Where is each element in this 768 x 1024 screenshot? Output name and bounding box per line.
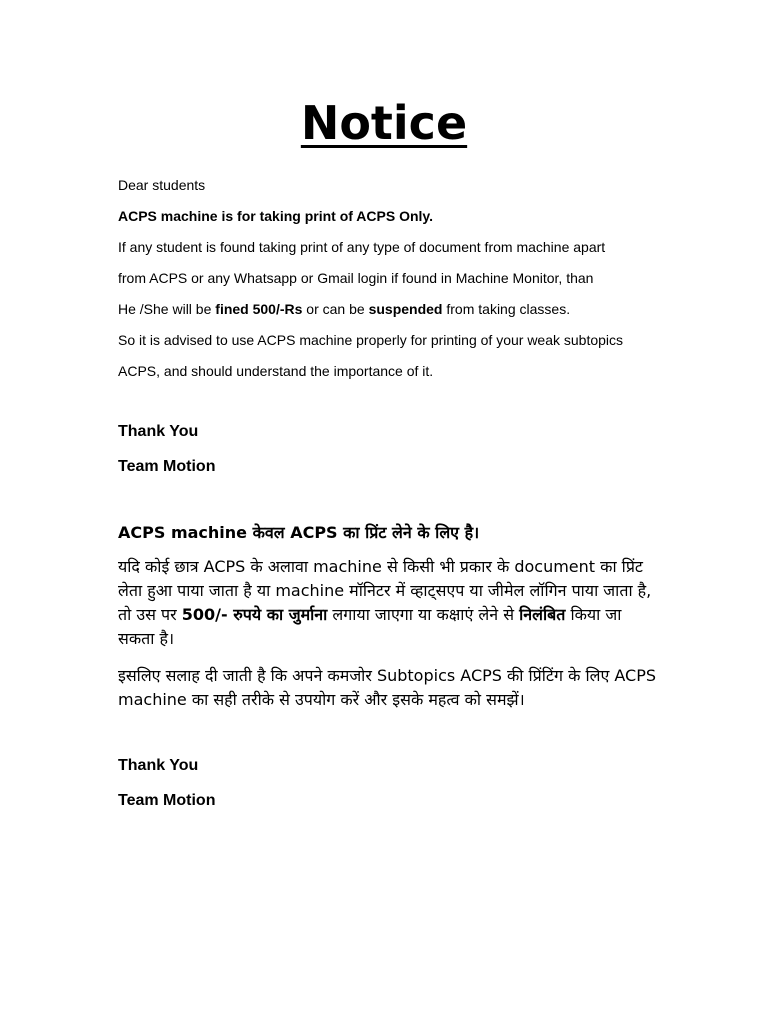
- hindi-fine-amount: 500/- रुपये का जुर्माना: [181, 605, 328, 624]
- salutation: Dear students: [118, 177, 206, 193]
- thank-you-english: Thank You: [118, 423, 199, 440]
- suspended-word: suspended: [368, 301, 443, 317]
- hindi-suspended-word: निलंबित: [519, 605, 566, 624]
- hindi-heading: ACPS machine केवल ACPS का प्रिंट लेने के लिए है।: [118, 523, 480, 542]
- hindi-paragraph2: इसलिए सलाह दी जाती है कि अपने कमजोर Subtopics ACPS की प्रिंटिंग के लिए ACPS machine का सही तरीके से उपयोग करें और इसके महत्व को समझें।: [118, 666, 657, 709]
- hindi-paragraph1-mid: लगाया जाएगा या कक्षाएं लेने से: [327, 605, 520, 624]
- paragraph2-line1: So it is advised to use ACPS machine properly for printing of your weak subtopics: [118, 332, 624, 348]
- paragraph1-line3-start: He /She will be: [118, 301, 216, 317]
- paragraph2-line2: ACPS, and should understand the importance of it.: [118, 363, 434, 379]
- paragraph1-line1: If any student is found taking print of any type of document from machine apart: [118, 239, 606, 255]
- paragraph1-line3: [118, 300, 570, 318]
- fine-amount: fined 500/-Rs: [215, 301, 303, 317]
- team-signature-english: Team Motion: [118, 458, 216, 475]
- paragraph1-line3-mid: or can be: [302, 301, 369, 317]
- paragraph1-line3-end: from taking classes.: [442, 301, 571, 317]
- hindi-paragraph1-end: किया जा सकता है।: [118, 605, 622, 648]
- title-wrap: [0, 92, 768, 154]
- hindi-paragraph1: [118, 555, 658, 651]
- hindi-paragraph1-start: यदि कोई छात्र ACPS के अलावा machine से किसी भी प्रकार के document का प्रिंट लेता हुआ पाया जाता है या machine मॉनिटर में व्हाट्सएप या जीमेल लॉगिन पाया जाता है, तो उस पर: [118, 557, 652, 624]
- page-title: Notice: [300, 96, 468, 150]
- paragraph1-line2: from ACPS or any Whatsapp or Gmail login if found in Machine Monitor, than: [118, 270, 594, 286]
- team-signature-hindi-section: Team Motion: [118, 792, 216, 809]
- rule-statement: ACPS machine is for taking print of ACPS Only.: [118, 208, 434, 224]
- thank-you-hindi-section: Thank You: [118, 757, 199, 774]
